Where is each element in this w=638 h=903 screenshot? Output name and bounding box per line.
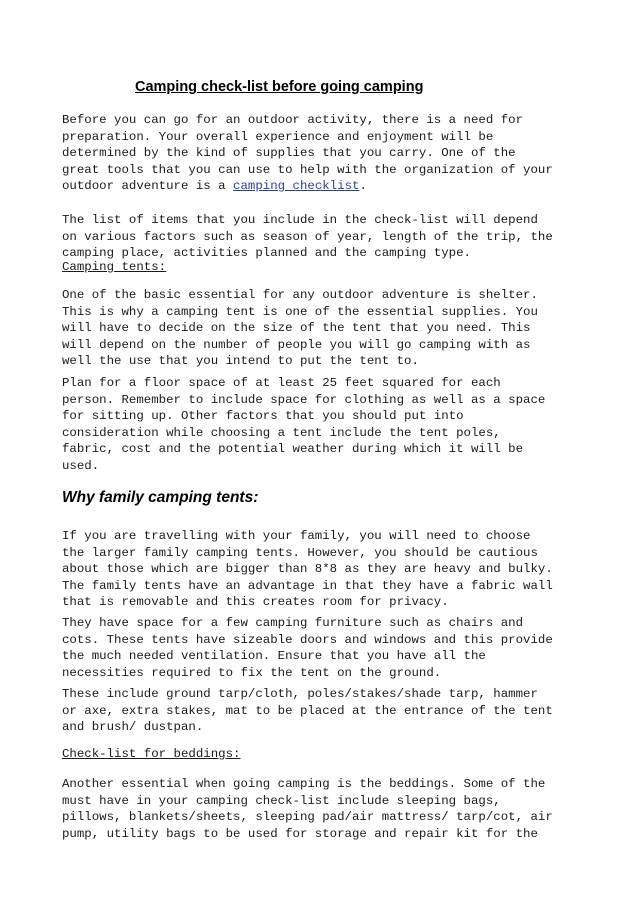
paragraph-line: camping place, activities planned and the camping type. — [62, 246, 471, 260]
paragraph-line: about those which are bigger than 8*8 as they are heavy and bulky. — [62, 562, 553, 576]
paragraph-line: or axe, extra stakes, mat to be placed at the entrance of the tent — [62, 703, 553, 718]
paragraph-line: fabric, cost and the potential weather during which it will be — [62, 442, 524, 456]
paragraph-line: preparation. Your overall experience and enjoyment will be — [62, 129, 494, 144]
paragraph-line: and brush/ dustpan. — [62, 720, 204, 734]
heading-camping-tents: Camping tents: — [62, 260, 167, 274]
paragraph-line: consideration while choosing a tent include the tent poles, — [62, 425, 501, 440]
paragraph-line: will depend on the number of people you will go camping with as — [62, 337, 531, 352]
paragraph-line: pump, utility bags to be used for storage and repair kit for the — [62, 826, 538, 841]
paragraph-line: great tools that you can use to help with the organization of your — [62, 162, 553, 177]
heading-beddings: Check-list for beddings: — [62, 747, 241, 761]
paragraph-family-tents — [62, 528, 553, 611]
paragraph-line — [62, 178, 553, 195]
paragraph-line: Another essential when going camping is the beddings. Some of the — [62, 777, 546, 791]
paragraph-line: well the use that you intend to put the tent to. — [62, 354, 419, 368]
paragraph-line: cots. These tents have sizeable doors and windows and this provide — [62, 632, 553, 647]
paragraph-line: This is why a camping tent is one of the essential supplies. You — [62, 304, 538, 319]
paragraph-line: The family tents have an advantage in that they have a fabric wall — [62, 578, 553, 593]
paragraph-line: If you are travelling with your family, you will need to choose — [62, 529, 531, 543]
heading-why-family-tents: Why family camping tents: — [62, 489, 259, 506]
paragraph-line: Plan for a floor space of at least 25 feet squared for each — [62, 376, 501, 390]
paragraph-beddings — [62, 776, 553, 842]
paragraph-line: on various factors such as season of year, length of the trip, the — [62, 229, 553, 244]
paragraph-line: for sitting up. Other factors that you should put into — [62, 409, 464, 423]
intro-paragraph — [62, 112, 553, 195]
paragraph-tent-accessories — [62, 686, 553, 736]
paragraph-line: They have space for a few camping furniture such as chairs and — [62, 616, 524, 630]
paragraph-line: necessities required to fix the tent on the ground. — [62, 665, 442, 680]
paragraph-line: determined by the kind of supplies that you carry. One of the — [62, 146, 516, 160]
paragraph-line: the much needed ventilation. Ensure that you have all the — [62, 649, 486, 663]
paragraph-list-factors — [62, 212, 553, 262]
page-title: Camping check-list before going camping — [135, 79, 424, 95]
camping-checklist-link[interactable]: camping checklist — [233, 179, 360, 193]
paragraph-floor-space — [62, 375, 545, 474]
paragraph-shelter — [62, 287, 538, 370]
paragraph-line: These include ground tarp/cloth, poles/stakes/shade tarp, hammer — [62, 687, 538, 701]
line-text: outdoor adventure is a — [62, 179, 234, 193]
paragraph-line: used. — [62, 458, 100, 473]
paragraph-line: The list of items that you include in the check-list will depend — [62, 213, 538, 227]
paragraph-line: pillows, blankets/sheets, sleeping pad/air mattress/ tarp/cot, air — [62, 810, 553, 824]
paragraph-line: must have in your camping check-list include sleeping bags, — [62, 793, 501, 808]
paragraph-line: the larger family camping tents. However, you should be cautious — [62, 545, 538, 560]
line-text: . — [359, 179, 367, 193]
paragraph-line: person. Remember to include space for clothing as well as a space — [62, 392, 546, 407]
paragraph-furniture — [62, 615, 553, 681]
paragraph-line: that is removable and this creates room for privacy. — [62, 595, 449, 609]
paragraph-line: will have to decide on the size of the tent that you need. This — [62, 321, 531, 335]
paragraph-line: One of the basic essential for any outdoor adventure is shelter. — [62, 288, 538, 302]
paragraph-line: Before you can go for an outdoor activity, there is a need for — [62, 113, 524, 127]
